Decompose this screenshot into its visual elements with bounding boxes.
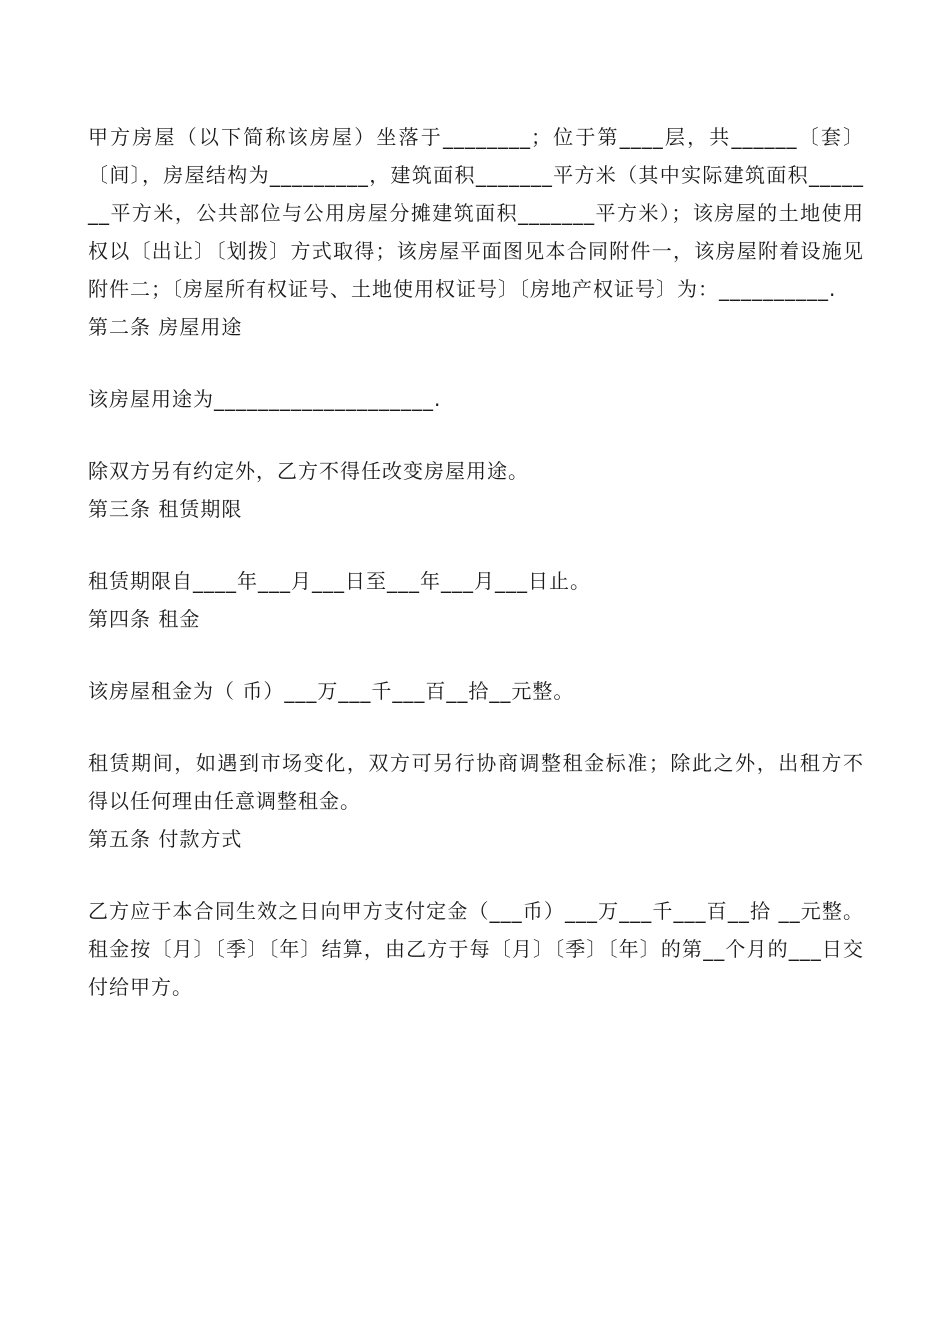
- contract-page: [88, 118, 864, 1006]
- clause5-title: 第五条 付款方式: [88, 827, 243, 851]
- clause4-title: 第四条 租金: [88, 607, 201, 631]
- clause5-paragraph-1: 乙方应于本合同生效之日向甲方支付定金（___币）___万___千___百__拾 __元整。租金按〔月〕〔季〕〔年〕结算，由乙方于每〔月〕〔季〕〔年〕的第__个月的___日交付给甲方。: [88, 899, 864, 999]
- clause3-paragraph-1: 租赁期限自____年___月___日至___年___月___日止。: [88, 569, 591, 593]
- clause3-title: 第三条 租赁期限: [88, 497, 243, 521]
- clause2-title: 第二条 房屋用途: [88, 315, 243, 339]
- clause1-body: 甲方房屋（以下简称该房屋）坐落于________；位于第____层，共______〔套〕〔间〕，房屋结构为_________，建筑面积_______平方米（其中实际建筑面积_______平方米，公共部位与公用房屋分摊建筑面积_______平方米）；该房屋的土地使用权以〔出让〕〔划拨〕方式取得；该房屋平面图见本合同附件一，该房屋附着设施见附件二；〔房屋所有权证号、土地使用权证号〕〔房地产权证号〕为：__________.: [88, 125, 864, 301]
- clause4-paragraph-2: 租赁期间，如遇到市场变化，双方可另行协商调整租金标准；除此之外，出租方不得以任何理由任意调整租金。: [88, 751, 864, 813]
- clause2-paragraph-1: 该房屋用途为____________________.: [88, 387, 442, 411]
- clause4-paragraph-1: 该房屋租金为（ 币）___万___千___百__拾__元整。: [88, 679, 575, 703]
- clause2-paragraph-2: 除双方另有约定外，乙方不得任改变房屋用途。: [88, 459, 529, 483]
